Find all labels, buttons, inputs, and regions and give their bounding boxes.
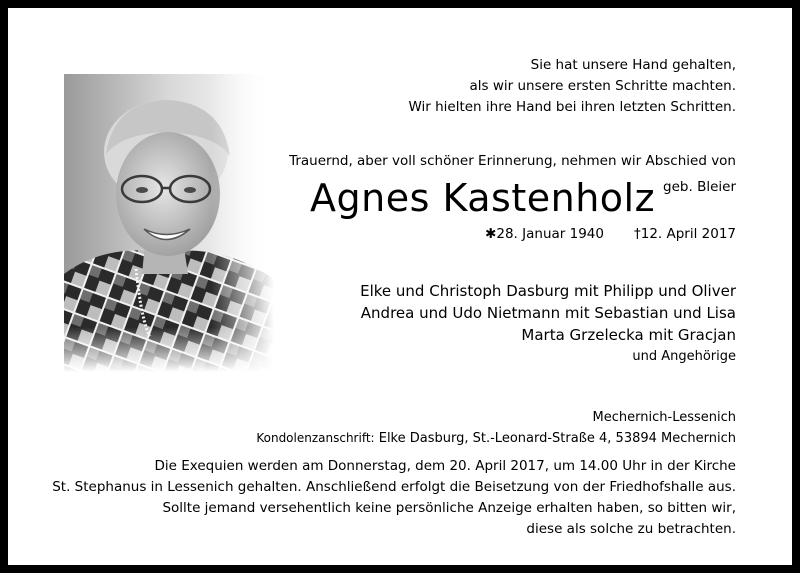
deceased-name: Agnes Kastenholz <box>310 176 656 220</box>
place: Mechernich-Lessenich <box>592 410 736 425</box>
poem-line: Sie hat unsere Hand gehalten, <box>530 57 736 73</box>
poem <box>408 55 736 118</box>
service-line: Sollte jemand versehentlich keine persönliche Anzeige erhalten haben, so bitten wir, <box>162 500 736 516</box>
mourner-line: Elke und Christoph Dasburg mit Philipp und Oliver <box>360 282 736 300</box>
birth-date: ✱28. Januar 1940 <box>485 226 604 242</box>
mourner-line: Andrea und Udo Nietmann mit Sebastian und Lisa <box>360 304 736 322</box>
service-details <box>52 456 736 540</box>
relatives-line: und Angehörige <box>632 349 736 364</box>
service-line: diese als solche zu betrachten. <box>526 521 736 537</box>
condolence-address-text: Elke Dasburg, St.-Leonard-Straße 4, 53894 Mechernich <box>378 431 736 446</box>
condolence-address <box>256 431 736 446</box>
portrait-photo <box>64 74 274 372</box>
life-dates <box>485 226 736 242</box>
mourner-line: Marta Grzelecka mit Gracjan <box>521 326 736 344</box>
poem-line: als wir unsere ersten Schritte machten. <box>469 78 736 94</box>
condolence-label: Kondolenzanschrift: <box>256 431 375 445</box>
intro-text: Trauernd, aber voll schöner Erinnerung, nehmen wir Abschied von <box>289 153 736 169</box>
portrait-illustration <box>64 74 274 372</box>
deceased-name-line <box>310 176 736 220</box>
service-line: Die Exequien werden am Donnerstag, dem 20. April 2017, um 14.00 Uhr in der Kirche <box>154 458 736 474</box>
maiden-name: geb. Bleier <box>663 179 736 195</box>
poem-line: Wir hielten ihre Hand bei ihren letzten Schritten. <box>408 99 736 115</box>
service-line: St. Stephanus in Lessenich gehalten. Anschließend erfolgt die Beisetzung von der Friedhofshalle aus. <box>52 479 736 495</box>
death-date: †12. April 2017 <box>633 226 736 242</box>
mourners-list <box>360 280 736 368</box>
